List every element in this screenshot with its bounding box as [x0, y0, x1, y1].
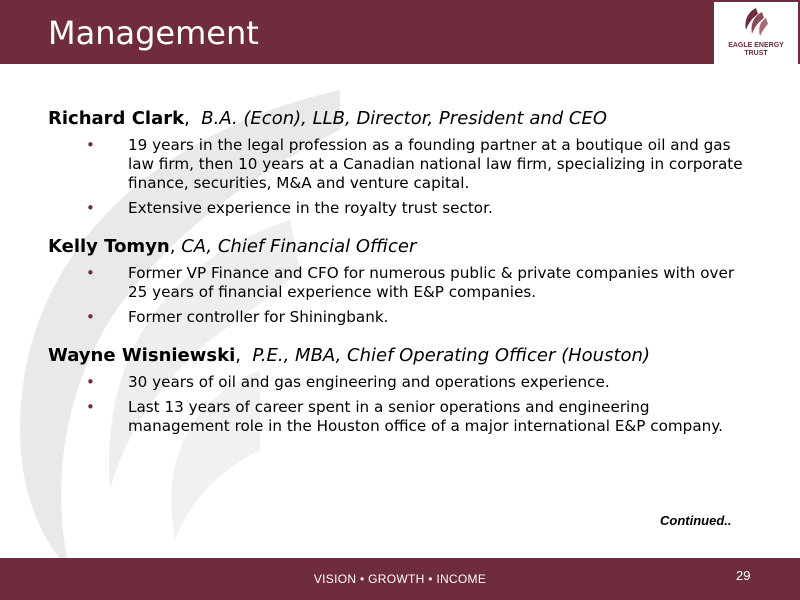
bullet-item: [48, 308, 748, 327]
bullet-icon: •: [86, 398, 95, 416]
footer-tagline: VISION • GROWTH • INCOME: [313, 572, 487, 586]
bullet-text: Former controller for Shiningbank.: [128, 308, 389, 326]
management-list: [48, 108, 748, 454]
page-number: 29: [736, 568, 751, 583]
continued-label: Continued..: [660, 513, 732, 528]
name-separator: ,: [184, 108, 202, 129]
bullet-text: Extensive experience in the royalty trust sector.: [128, 199, 493, 217]
bullet-icon: •: [86, 199, 95, 217]
bullet-text: Former VP Finance and CFO for numerous public & private companies with over 25 years of financial experience with E&P companies.: [128, 264, 735, 301]
logo-line-2: TRUST: [744, 50, 768, 57]
person-section: [48, 236, 748, 327]
person-role: B.A. (Econ), LLB, Director, President and CEO: [201, 108, 608, 129]
person-name: Wayne Wisniewski: [48, 345, 236, 366]
bullet-item: [48, 199, 748, 218]
bullet-icon: •: [86, 373, 95, 391]
page-title: Management: [48, 14, 259, 52]
bullet-icon: •: [86, 136, 95, 154]
person-heading: [48, 108, 748, 130]
bullet-icon: •: [86, 264, 95, 282]
footer-bar: [0, 558, 800, 600]
bullet-item: [48, 136, 748, 193]
person-section: [48, 108, 748, 218]
logo-line-1: EAGLE ENERGY: [728, 42, 784, 49]
bullet-text: 30 years of oil and gas engineering and operations experience.: [128, 373, 610, 391]
person-heading: [48, 236, 748, 258]
person-heading: [48, 345, 748, 367]
bullet-item: [48, 264, 748, 302]
person-section: [48, 345, 748, 436]
person-role: CA, Chief Financial Officer: [181, 236, 417, 257]
bullet-item: [48, 398, 748, 436]
person-name: Kelly Tomyn: [48, 236, 170, 257]
name-separator: ,: [235, 345, 253, 366]
person-role: P.E., MBA, Chief Operating Officer (Houston): [252, 345, 650, 366]
bullet-text: Last 13 years of career spent in a senior operations and engineering management role in the Houston office of a major international E&P company.: [128, 398, 723, 435]
name-separator: ,: [169, 236, 182, 257]
eagle-logo-icon: [740, 6, 772, 40]
bullet-item: [48, 373, 748, 392]
person-name: Richard Clark: [48, 108, 185, 129]
title-bar: [0, 0, 800, 64]
company-logo: [714, 2, 798, 64]
bullet-text: 19 years in the legal profession as a founding partner at a boutique oil and gas law firm, then 10 years at a Canadian national law firm, specializing in corporate finance, securities, M&A and venture capital.: [128, 136, 743, 192]
bullet-icon: •: [86, 308, 95, 326]
